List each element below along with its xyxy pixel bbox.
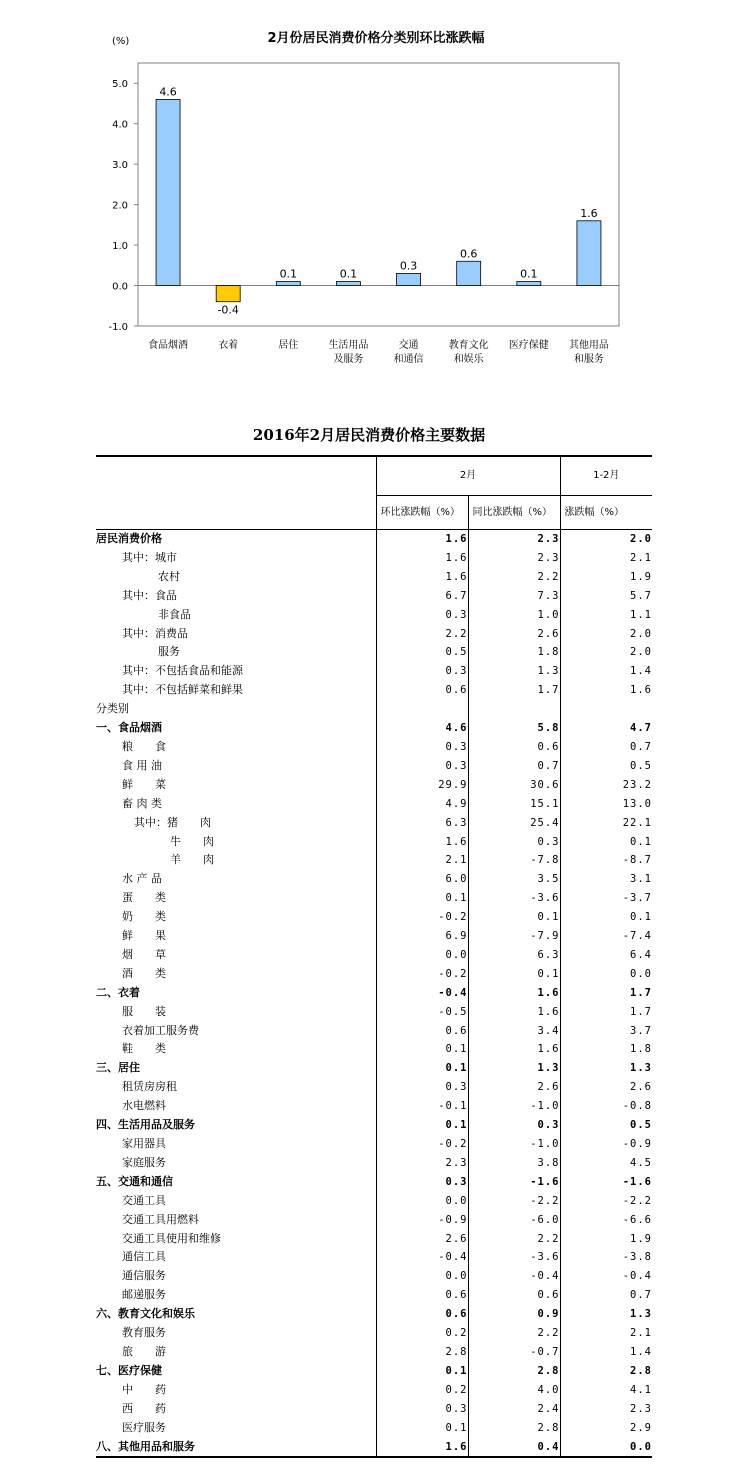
bar-value-label: 4.6 [159, 85, 177, 99]
row-label: 其中：猪 肉 [134, 815, 211, 829]
row-label: 农村 [158, 569, 180, 583]
table-row [96, 549, 652, 568]
bar [276, 281, 300, 285]
table-row [96, 1135, 652, 1154]
row-label: 酒 类 [122, 966, 166, 980]
table-row [96, 984, 652, 1003]
bar-value-label: 1.6 [580, 206, 598, 220]
cell-mom: 0.2 [376, 1324, 468, 1343]
cell-ytd: -2.2 [560, 1192, 652, 1211]
cell-ytd: -3.7 [560, 889, 652, 908]
cell-yoy: 0.6 [468, 1286, 560, 1305]
row-label: 食 用 油 [122, 758, 162, 772]
cell-mom: 6.7 [376, 587, 468, 606]
cell-yoy: 2.4 [468, 1400, 560, 1419]
row-label: 其中：城市 [122, 550, 177, 564]
x-tick-label: 和娱乐 [453, 354, 484, 365]
cell-ytd: 4.5 [560, 1154, 652, 1173]
cell-yoy: 0.3 [468, 833, 560, 852]
bar-value-label: 0.1 [339, 267, 358, 281]
cell-yoy: 2.2 [468, 1324, 560, 1343]
table-row [96, 643, 652, 662]
header-month-group: 2月 [376, 456, 560, 496]
cell-yoy: 1.6 [468, 1003, 560, 1022]
table-row [96, 606, 652, 625]
cell-yoy: -0.7 [468, 1343, 560, 1362]
table-row [96, 530, 652, 549]
table-row [96, 833, 652, 852]
bar-value-label: 0.3 [399, 259, 418, 273]
cell-mom: 0.6 [376, 1022, 468, 1041]
table-row [96, 927, 652, 946]
cell-mom: 0.0 [376, 1192, 468, 1211]
row-label: 服务 [158, 645, 180, 659]
cell-yoy: 1.0 [468, 606, 560, 625]
header-mom: 环比涨跌幅（%） [376, 496, 468, 530]
cell-ytd: 0.1 [560, 908, 652, 927]
header-yoy: 同比涨跌幅（%） [468, 496, 560, 530]
table-row [96, 700, 652, 719]
table-row [96, 1097, 652, 1116]
cell-ytd [560, 700, 652, 719]
x-axis-labels [148, 338, 609, 365]
row-label: 奶 类 [122, 910, 166, 924]
row-label: 羊 肉 [170, 853, 214, 867]
row-label: 鲜 果 [122, 929, 166, 943]
x-tick-label: 居住 [278, 340, 299, 351]
cell-ytd: -8.7 [560, 851, 652, 870]
bar [397, 273, 421, 285]
cell-ytd: 1.9 [560, 568, 652, 587]
cell-ytd: 1.4 [560, 1343, 652, 1362]
y-tick-label: 4.0 [112, 119, 128, 131]
table-row [96, 1248, 652, 1267]
cell-mom: 2.2 [376, 625, 468, 644]
row-label: 交通工具用燃料 [122, 1212, 199, 1226]
cell-mom: 1.6 [376, 833, 468, 852]
cell-mom: -0.4 [376, 1248, 468, 1267]
cell-mom: 0.3 [376, 1173, 468, 1192]
cell-mom: 2.6 [376, 1230, 468, 1249]
cell-ytd: 2.1 [560, 1324, 652, 1343]
cell-mom [376, 700, 468, 719]
bar-value-label: 0.1 [520, 267, 538, 281]
cell-ytd: 0.7 [560, 1286, 652, 1305]
cell-yoy: -6.0 [468, 1211, 560, 1230]
cell-yoy: 2.6 [468, 625, 560, 644]
row-label: 通信工具 [122, 1250, 166, 1264]
bar-chart [0, 0, 738, 380]
cell-yoy: -1.0 [468, 1097, 560, 1116]
row-label: 烟 草 [122, 947, 166, 961]
cell-ytd: 1.9 [560, 1230, 652, 1249]
table-row [96, 1305, 652, 1324]
cell-yoy: -1.0 [468, 1135, 560, 1154]
cell-yoy: 0.4 [468, 1438, 560, 1458]
y-tick-label: -1.0 [108, 322, 128, 333]
cell-ytd: 1.1 [560, 606, 652, 625]
table-row [96, 1192, 652, 1211]
cell-yoy: 2.3 [468, 530, 560, 549]
cell-ytd: -7.4 [560, 927, 652, 946]
cell-mom: 0.0 [376, 1267, 468, 1286]
row-label: 分类别 [96, 702, 129, 716]
table-row [96, 1059, 652, 1078]
table-row [96, 625, 652, 644]
table-row [96, 757, 652, 776]
cell-mom: 1.6 [376, 568, 468, 587]
bar [156, 99, 180, 285]
cell-mom: 6.0 [376, 870, 468, 889]
plot-area [138, 63, 619, 326]
cell-ytd: -0.9 [560, 1135, 652, 1154]
table-row [96, 568, 652, 587]
table-row [96, 1230, 652, 1249]
header-ytd-group: 1-2月 [560, 456, 652, 496]
cell-mom: 0.1 [376, 1362, 468, 1381]
x-tick-label: 食品烟酒 [148, 340, 189, 351]
cell-ytd: 22.1 [560, 814, 652, 833]
cell-ytd: 4.1 [560, 1381, 652, 1400]
table-row [96, 814, 652, 833]
cell-ytd: 1.8 [560, 1040, 652, 1059]
cell-yoy: 25.4 [468, 814, 560, 833]
cell-ytd: 0.0 [560, 1438, 652, 1458]
cell-ytd: 2.0 [560, 643, 652, 662]
cell-yoy: -7.9 [468, 927, 560, 946]
cell-mom: 0.1 [376, 1059, 468, 1078]
cell-ytd: 13.0 [560, 795, 652, 814]
cell-mom: 0.3 [376, 757, 468, 776]
cell-mom: -0.2 [376, 1135, 468, 1154]
table-row [96, 908, 652, 927]
row-label: 医疗服务 [122, 1420, 166, 1434]
cell-mom: 0.0 [376, 946, 468, 965]
y-axis [108, 79, 138, 333]
cell-mom: 2.8 [376, 1343, 468, 1362]
x-tick-label: 其他用品 [568, 340, 609, 351]
table-row [96, 776, 652, 795]
row-label: 西 药 [122, 1401, 166, 1415]
table-row [96, 1078, 652, 1097]
table-row [96, 1173, 652, 1192]
cell-mom: 0.6 [376, 1305, 468, 1324]
cell-yoy: 15.1 [468, 795, 560, 814]
table-row [96, 1040, 652, 1059]
cell-yoy: 0.3 [468, 1116, 560, 1135]
row-label: 交通工具使用和维修 [122, 1231, 221, 1245]
bar [517, 281, 541, 285]
row-label: 服 装 [122, 1004, 166, 1018]
cell-yoy: 3.5 [468, 870, 560, 889]
table-row [96, 681, 652, 700]
cell-yoy: 2.3 [468, 549, 560, 568]
cell-mom: 2.3 [376, 1154, 468, 1173]
y-tick-label: 2.0 [112, 200, 128, 212]
cell-yoy: 1.8 [468, 643, 560, 662]
row-label: 八、其他用品和服务 [96, 1438, 376, 1458]
cell-ytd: -1.6 [560, 1173, 652, 1192]
cell-mom: 0.3 [376, 1078, 468, 1097]
table-row [96, 1286, 652, 1305]
cell-yoy: 2.2 [468, 568, 560, 587]
row-label: 交通工具 [122, 1193, 166, 1207]
cell-ytd: 0.1 [560, 833, 652, 852]
cell-mom: 0.6 [376, 1286, 468, 1305]
cell-ytd: 1.3 [560, 1305, 652, 1324]
cell-mom: -0.2 [376, 908, 468, 927]
header-ytd: 涨跌幅（%） [560, 496, 652, 530]
cell-yoy: 0.7 [468, 757, 560, 776]
cell-mom: 6.9 [376, 927, 468, 946]
row-label: 牛 肉 [170, 834, 214, 848]
cell-mom: 0.5 [376, 643, 468, 662]
cell-ytd: 23.2 [560, 776, 652, 795]
cell-yoy [468, 700, 560, 719]
x-tick-label: 交通 [398, 340, 419, 351]
table-row [96, 1003, 652, 1022]
cell-yoy: -1.6 [468, 1173, 560, 1192]
cell-ytd: 4.7 [560, 719, 652, 738]
chart-title: 2月份居民消费价格分类别环比涨跌幅 [267, 31, 485, 46]
cell-ytd: 6.4 [560, 946, 652, 965]
row-label: 蛋 类 [122, 891, 166, 905]
row-label: 非食品 [158, 607, 191, 621]
cell-ytd: 1.7 [560, 984, 652, 1003]
row-label: 粮 食 [122, 739, 166, 753]
bar-value-label: 0.1 [279, 267, 298, 281]
bar [577, 221, 601, 286]
cell-ytd: 5.7 [560, 587, 652, 606]
row-label: 水电燃料 [122, 1099, 166, 1113]
cell-yoy: 0.6 [468, 738, 560, 757]
x-tick-label: 和服务 [573, 354, 604, 365]
cell-mom: 1.6 [376, 530, 468, 549]
table-row [96, 1267, 652, 1286]
cell-ytd: 2.6 [560, 1078, 652, 1097]
y-unit-label: (%) [112, 36, 130, 47]
cell-mom: 1.6 [376, 549, 468, 568]
cell-yoy: -7.8 [468, 851, 560, 870]
table-row [96, 946, 652, 965]
row-label: 五、交通和通信 [96, 1174, 173, 1188]
cell-yoy: 1.3 [468, 1059, 560, 1078]
cell-mom: 0.3 [376, 1400, 468, 1419]
cell-yoy: 0.9 [468, 1305, 560, 1324]
row-label: 六、教育文化和娱乐 [96, 1307, 195, 1321]
row-label: 居民消费价格 [96, 532, 162, 545]
x-tick-label: 和通信 [393, 354, 424, 365]
cell-yoy: 1.6 [468, 984, 560, 1003]
table-row [96, 795, 652, 814]
cell-mom: -0.1 [376, 1097, 468, 1116]
cell-ytd: 0.0 [560, 965, 652, 984]
row-label: 中 药 [122, 1382, 166, 1396]
table-row [96, 719, 652, 738]
table-row [96, 870, 652, 889]
cell-yoy: 2.2 [468, 1230, 560, 1249]
cell-yoy: -3.6 [468, 1248, 560, 1267]
cell-yoy: 1.3 [468, 662, 560, 681]
table-row [96, 1154, 652, 1173]
row-label: 其中：消费品 [122, 626, 188, 640]
row-label: 其中：不包括食品和能源 [122, 664, 243, 678]
cell-yoy: 0.1 [468, 908, 560, 927]
cell-ytd: 1.3 [560, 1059, 652, 1078]
x-tick-label: 及服务 [333, 354, 364, 365]
cell-yoy: 1.7 [468, 681, 560, 700]
row-label: 家用器具 [122, 1137, 166, 1150]
table-row [96, 1381, 652, 1400]
cell-mom: -0.9 [376, 1211, 468, 1230]
cell-yoy: 2.8 [468, 1362, 560, 1381]
row-label: 其中：不包括鲜菜和鲜果 [122, 683, 243, 697]
row-label: 七、医疗保健 [96, 1363, 162, 1377]
cell-mom: 2.1 [376, 851, 468, 870]
cell-mom: -0.4 [376, 984, 468, 1003]
cell-mom: 0.2 [376, 1381, 468, 1400]
cell-mom: 4.9 [376, 795, 468, 814]
row-label: 鞋 类 [122, 1042, 166, 1056]
row-label: 四、生活用品及服务 [96, 1118, 195, 1132]
row-label: 鲜 菜 [122, 777, 166, 791]
cell-yoy: 3.8 [468, 1154, 560, 1173]
row-label: 通信服务 [122, 1269, 166, 1283]
table-row [96, 1211, 652, 1230]
table-row [96, 1362, 652, 1381]
y-tick-label: 0.0 [112, 281, 128, 293]
cell-yoy: -2.2 [468, 1192, 560, 1211]
table-row [96, 1324, 652, 1343]
table-title: 2016年2月居民消费价格主要数据 [252, 426, 486, 444]
bar-value-label: 0.6 [459, 247, 478, 261]
table-row [96, 965, 652, 984]
cell-yoy: 30.6 [468, 776, 560, 795]
cell-yoy: 7.3 [468, 587, 560, 606]
table-row [96, 738, 652, 757]
bar-value-label: -0.4 [217, 303, 239, 317]
header-blank-2 [96, 496, 376, 530]
cell-mom: 0.3 [376, 606, 468, 625]
row-label: 旅 游 [122, 1344, 166, 1358]
row-label: 畜 肉 类 [122, 796, 162, 810]
cell-ytd: 0.5 [560, 1116, 652, 1135]
row-label: 衣着加工服务费 [122, 1023, 199, 1037]
cell-yoy: -3.6 [468, 889, 560, 908]
cell-mom: 0.1 [376, 1116, 468, 1135]
cell-ytd: 2.8 [560, 1362, 652, 1381]
cell-mom: 6.3 [376, 814, 468, 833]
cell-yoy: 6.3 [468, 946, 560, 965]
y-tick-label: 3.0 [112, 160, 128, 172]
table-row [96, 889, 652, 908]
cell-ytd: -3.8 [560, 1248, 652, 1267]
table-row [96, 1022, 652, 1041]
cell-yoy: 0.1 [468, 965, 560, 984]
cell-mom: -0.2 [376, 965, 468, 984]
row-label: 二、衣着 [96, 985, 140, 999]
cell-ytd: 2.1 [560, 549, 652, 568]
header-blank [96, 456, 376, 496]
cell-yoy: -0.4 [468, 1267, 560, 1286]
y-tick-label: 1.0 [112, 241, 128, 253]
row-label: 其中：食品 [122, 588, 177, 602]
cell-yoy: 1.6 [468, 1040, 560, 1059]
cell-ytd: 1.7 [560, 1003, 652, 1022]
cell-ytd: 0.5 [560, 757, 652, 776]
table-row [96, 1438, 652, 1458]
table-row [96, 1343, 652, 1362]
cell-mom: 0.6 [376, 681, 468, 700]
cell-mom: 4.6 [376, 719, 468, 738]
cell-mom: 0.3 [376, 738, 468, 757]
cell-ytd: 2.9 [560, 1419, 652, 1438]
cell-ytd: 3.1 [560, 870, 652, 889]
row-label: 家庭服务 [122, 1155, 166, 1169]
cell-ytd: 2.0 [560, 530, 652, 549]
cell-ytd: 1.4 [560, 662, 652, 681]
x-tick-label: 衣着 [218, 340, 239, 351]
cell-yoy: 4.0 [468, 1381, 560, 1400]
table-row [96, 851, 652, 870]
cell-mom: 29.9 [376, 776, 468, 795]
cell-ytd: -0.8 [560, 1097, 652, 1116]
cell-ytd: 0.7 [560, 738, 652, 757]
cell-ytd: -0.4 [560, 1267, 652, 1286]
bar [457, 261, 481, 285]
table-row [96, 587, 652, 606]
bar [336, 281, 360, 285]
cell-yoy: 3.4 [468, 1022, 560, 1041]
cell-ytd: 2.0 [560, 625, 652, 644]
cell-mom: 0.3 [376, 662, 468, 681]
x-tick-label: 医疗保健 [508, 340, 549, 351]
row-label: 水 产 品 [122, 872, 162, 886]
cell-mom: 0.1 [376, 1419, 468, 1438]
cell-ytd: -6.6 [560, 1211, 652, 1230]
x-tick-label: 生活用品 [328, 340, 369, 351]
cell-mom: 0.1 [376, 889, 468, 908]
y-tick-label: 5.0 [112, 79, 128, 91]
cell-ytd: 1.6 [560, 681, 652, 700]
bar [216, 286, 240, 302]
cell-mom: 0.1 [376, 1040, 468, 1059]
table-row [96, 662, 652, 681]
cell-ytd: 2.3 [560, 1400, 652, 1419]
table-row [96, 1400, 652, 1419]
row-label: 三、居住 [96, 1061, 140, 1075]
cell-ytd: 3.7 [560, 1022, 652, 1041]
row-label: 教育服务 [122, 1326, 166, 1340]
row-label: 邮递服务 [122, 1288, 166, 1302]
cpi-data-table [96, 455, 652, 1458]
table-row [96, 1116, 652, 1135]
cell-mom: -0.5 [376, 1003, 468, 1022]
row-label: 一、食品烟酒 [96, 721, 162, 735]
cell-yoy: 2.6 [468, 1078, 560, 1097]
cell-yoy: 2.8 [468, 1419, 560, 1438]
x-tick-label: 教育文化 [448, 340, 489, 351]
cell-yoy: 5.8 [468, 719, 560, 738]
cell-mom: 1.6 [376, 1438, 468, 1458]
row-label: 租赁房房租 [122, 1080, 177, 1094]
table-row [96, 1419, 652, 1438]
